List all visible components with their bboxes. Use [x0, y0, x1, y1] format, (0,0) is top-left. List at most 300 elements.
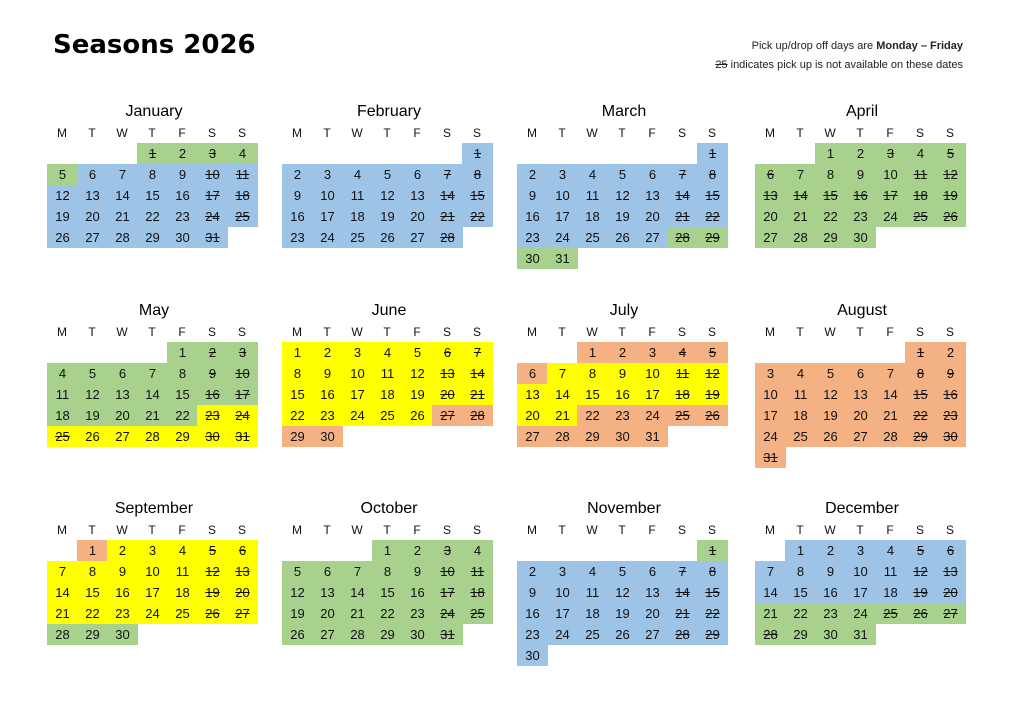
- day-cell: 25: [342, 227, 373, 248]
- month-january: [47, 101, 261, 245]
- weekday-label: F: [648, 126, 656, 140]
- day-cell: 28: [462, 405, 493, 426]
- weekday-header: [47, 520, 261, 540]
- day-cell: 20: [77, 206, 108, 227]
- day-cell: 19: [77, 405, 108, 426]
- day-cell: 10: [637, 363, 668, 384]
- day-cell: 16: [167, 185, 198, 206]
- weekday-label: M: [527, 523, 537, 537]
- day-cell: 2: [935, 342, 966, 363]
- day-cell: 12: [607, 185, 638, 206]
- weekday-label: S: [472, 126, 481, 140]
- day-cell: 9: [935, 363, 966, 384]
- day-cell: 23: [815, 603, 846, 624]
- day-cell: 24: [342, 405, 373, 426]
- weekday-label: T: [558, 126, 566, 140]
- pickup-days-text: Pick up/drop off days are: [751, 40, 877, 52]
- day-cell: 15: [137, 185, 168, 206]
- day-cell: 25: [227, 206, 258, 227]
- day-cell: 9: [402, 561, 433, 582]
- weekday-label: F: [886, 126, 894, 140]
- day-cell: 28: [755, 624, 786, 645]
- pickup-days-range: Monday – Friday: [876, 40, 963, 52]
- day-cell: 28: [785, 227, 816, 248]
- day-cell: 22: [697, 603, 728, 624]
- day-cell: 23: [197, 405, 228, 426]
- weekday-label: W: [351, 126, 363, 140]
- day-cell: 26: [77, 426, 108, 447]
- weekday-label: S: [707, 523, 716, 537]
- day-cell: 5: [77, 363, 108, 384]
- day-cell: 9: [845, 164, 876, 185]
- day-cell: 18: [875, 582, 906, 603]
- weekday-label: W: [116, 325, 128, 339]
- day-cell: 28: [875, 426, 906, 447]
- day-cell: 2: [845, 143, 876, 164]
- day-cell: 6: [432, 342, 463, 363]
- day-cell: 16: [935, 384, 966, 405]
- day-cell: 12: [372, 185, 403, 206]
- day-cell: 3: [547, 561, 578, 582]
- day-cell: 3: [755, 363, 786, 384]
- month-name: April: [845, 103, 878, 120]
- day-cell: 23: [935, 405, 966, 426]
- day-cell: 3: [637, 342, 668, 363]
- day-cell: 29: [372, 624, 403, 645]
- day-cell: 31: [227, 426, 258, 447]
- legend-notes: [715, 37, 963, 75]
- day-cell: 12: [607, 582, 638, 603]
- day-cell: 22: [137, 206, 168, 227]
- weekday-label: T: [618, 523, 626, 537]
- day-cell: 23: [517, 227, 548, 248]
- day-cell: 18: [167, 582, 198, 603]
- day-cell: 4: [785, 363, 816, 384]
- day-cell: 17: [875, 185, 906, 206]
- month-august: [755, 300, 969, 465]
- day-cell: 17: [547, 603, 578, 624]
- day-cell: 2: [517, 164, 548, 185]
- day-cell: 7: [107, 164, 138, 185]
- month-november: [517, 498, 731, 663]
- day-cell: 30: [845, 227, 876, 248]
- day-cell: 5: [372, 164, 403, 185]
- day-cell: 8: [697, 164, 728, 185]
- day-cell: 6: [637, 561, 668, 582]
- weekday-label: F: [178, 126, 186, 140]
- day-cell: 2: [517, 561, 548, 582]
- day-cell: 17: [845, 582, 876, 603]
- day-cell: 1: [815, 143, 846, 164]
- day-cell: 26: [697, 405, 728, 426]
- day-cell: 8: [462, 164, 493, 185]
- weekday-label: W: [351, 325, 363, 339]
- day-cell: 4: [577, 561, 608, 582]
- day-cell: 12: [935, 164, 966, 185]
- day-cell: 12: [697, 363, 728, 384]
- day-cell: 2: [815, 540, 846, 561]
- weekday-label: F: [648, 523, 656, 537]
- day-cell: 6: [402, 164, 433, 185]
- day-cell: 4: [167, 540, 198, 561]
- day-cell: 11: [667, 363, 698, 384]
- day-cell: 29: [167, 426, 198, 447]
- day-cell: 30: [312, 426, 343, 447]
- day-cell: 19: [282, 603, 313, 624]
- weekday-label: S: [677, 126, 686, 140]
- day-cell: 27: [312, 624, 343, 645]
- day-cell: 25: [905, 206, 936, 227]
- day-cell: 8: [137, 164, 168, 185]
- weekday-header: [755, 123, 969, 143]
- weekday-label: S: [237, 523, 246, 537]
- weekday-label: M: [527, 126, 537, 140]
- day-cell: 5: [607, 561, 638, 582]
- day-cell: 5: [815, 363, 846, 384]
- day-cell: 4: [372, 342, 403, 363]
- day-cell: 17: [755, 405, 786, 426]
- day-cell: 13: [77, 185, 108, 206]
- day-cell: 24: [875, 206, 906, 227]
- day-cell: 12: [197, 561, 228, 582]
- day-cell: 2: [107, 540, 138, 561]
- weekday-label: M: [57, 325, 67, 339]
- day-cell: 26: [607, 624, 638, 645]
- weekday-label: T: [323, 126, 331, 140]
- weekday-label: T: [88, 126, 96, 140]
- weekday-label: W: [116, 523, 128, 537]
- day-cell: 7: [432, 164, 463, 185]
- day-cell: 28: [342, 624, 373, 645]
- day-cell: 26: [47, 227, 78, 248]
- day-cell: 28: [547, 426, 578, 447]
- day-cell: 16: [107, 582, 138, 603]
- day-cell: 25: [577, 624, 608, 645]
- day-cell: 1: [785, 540, 816, 561]
- day-cell: 2: [282, 164, 313, 185]
- day-cell: 25: [372, 405, 403, 426]
- day-cell: 21: [755, 603, 786, 624]
- day-cell: 15: [167, 384, 198, 405]
- day-cell: 18: [577, 206, 608, 227]
- day-cell: 21: [547, 405, 578, 426]
- weekday-label: S: [915, 126, 924, 140]
- day-cell: 23: [517, 624, 548, 645]
- day-cell: 6: [517, 363, 548, 384]
- day-cell: 18: [47, 405, 78, 426]
- weekday-label: S: [442, 126, 451, 140]
- day-cell: 19: [697, 384, 728, 405]
- day-cell: 26: [905, 603, 936, 624]
- day-cell: 30: [815, 624, 846, 645]
- weekday-label: T: [856, 325, 864, 339]
- weekday-label: T: [558, 325, 566, 339]
- day-cell: 5: [197, 540, 228, 561]
- day-cell: 17: [637, 384, 668, 405]
- day-cell: 6: [845, 363, 876, 384]
- day-cell: 15: [577, 384, 608, 405]
- day-cell: 15: [282, 384, 313, 405]
- month-name: November: [587, 500, 661, 517]
- day-cell: 10: [547, 185, 578, 206]
- day-cell: 14: [107, 185, 138, 206]
- day-cell: 13: [517, 384, 548, 405]
- day-cell: 31: [547, 248, 578, 269]
- month-april: [755, 101, 969, 245]
- weekday-header: [755, 322, 969, 342]
- weekday-header: [282, 322, 496, 342]
- day-cell: 10: [137, 561, 168, 582]
- day-cell: 27: [402, 227, 433, 248]
- day-cell: 26: [282, 624, 313, 645]
- day-cell: 12: [905, 561, 936, 582]
- day-cell: 29: [815, 227, 846, 248]
- day-cell: 7: [47, 561, 78, 582]
- unavailable-text: indicates pick up is not available on these dates: [727, 59, 963, 71]
- day-cell: 22: [372, 603, 403, 624]
- day-cell: 29: [785, 624, 816, 645]
- day-cell: 22: [815, 206, 846, 227]
- day-cell: 7: [785, 164, 816, 185]
- day-cell: 16: [517, 206, 548, 227]
- weekday-label: S: [237, 126, 246, 140]
- day-cell: 22: [577, 405, 608, 426]
- day-cell: 10: [755, 384, 786, 405]
- day-cell: 26: [402, 405, 433, 426]
- day-cell: 11: [227, 164, 258, 185]
- day-cell: 14: [875, 384, 906, 405]
- day-cell: 6: [637, 164, 668, 185]
- weekday-header: [282, 520, 496, 540]
- day-cell: 1: [577, 342, 608, 363]
- day-cell: 2: [197, 342, 228, 363]
- weekday-label: W: [586, 126, 598, 140]
- day-cell: 14: [342, 582, 373, 603]
- day-cell: 19: [905, 582, 936, 603]
- day-cell: 20: [637, 603, 668, 624]
- day-cell: 1: [905, 342, 936, 363]
- day-cell: 2: [402, 540, 433, 561]
- day-cell: 15: [77, 582, 108, 603]
- weekday-label: M: [292, 325, 302, 339]
- day-cell: 24: [547, 227, 578, 248]
- weekday-label: S: [472, 325, 481, 339]
- weekday-label: T: [148, 126, 156, 140]
- day-cell: 19: [815, 405, 846, 426]
- weekday-label: S: [207, 325, 216, 339]
- month-may: [47, 300, 261, 444]
- day-cell: 17: [432, 582, 463, 603]
- day-cell: 18: [905, 185, 936, 206]
- day-cell: 22: [167, 405, 198, 426]
- day-cell: 8: [167, 363, 198, 384]
- day-cell: 26: [815, 426, 846, 447]
- day-cell: 19: [607, 603, 638, 624]
- day-cell: 24: [547, 624, 578, 645]
- day-cell: 16: [312, 384, 343, 405]
- weekday-label: T: [88, 325, 96, 339]
- day-cell: 10: [197, 164, 228, 185]
- day-cell: 15: [905, 384, 936, 405]
- day-cell: 19: [402, 384, 433, 405]
- weekday-label: T: [796, 325, 804, 339]
- day-cell: 27: [227, 603, 258, 624]
- day-cell: 8: [785, 561, 816, 582]
- day-cell: 1: [77, 540, 108, 561]
- day-cell: 9: [197, 363, 228, 384]
- day-cell: 9: [517, 185, 548, 206]
- month-name: June: [371, 302, 407, 319]
- day-cell: 4: [577, 164, 608, 185]
- day-cell: 8: [697, 561, 728, 582]
- day-cell: 27: [517, 426, 548, 447]
- day-cell: 7: [342, 561, 373, 582]
- day-cell: 11: [47, 384, 78, 405]
- day-cell: 29: [77, 624, 108, 645]
- weekday-label: T: [618, 126, 626, 140]
- day-cell: 12: [402, 363, 433, 384]
- day-cell: 27: [637, 227, 668, 248]
- day-cell: 3: [227, 342, 258, 363]
- day-cell: 22: [697, 206, 728, 227]
- day-cell: 30: [107, 624, 138, 645]
- day-cell: 11: [167, 561, 198, 582]
- day-cell: 8: [77, 561, 108, 582]
- day-cell: 26: [197, 603, 228, 624]
- weekday-label: S: [207, 126, 216, 140]
- weekday-label: T: [323, 325, 331, 339]
- day-cell: 21: [342, 603, 373, 624]
- day-cell: 9: [107, 561, 138, 582]
- day-cell: 10: [547, 582, 578, 603]
- day-cell: 16: [282, 206, 313, 227]
- day-cell: 24: [637, 405, 668, 426]
- day-cell: 10: [845, 561, 876, 582]
- day-cell: 25: [667, 405, 698, 426]
- day-cell: 22: [462, 206, 493, 227]
- month-february: [282, 101, 496, 245]
- day-cell: 25: [167, 603, 198, 624]
- day-cell: 7: [547, 363, 578, 384]
- day-cell: 25: [577, 227, 608, 248]
- day-cell: 10: [432, 561, 463, 582]
- day-cell: 17: [312, 206, 343, 227]
- day-cell: 28: [107, 227, 138, 248]
- day-cell: 2: [607, 342, 638, 363]
- day-cell: 30: [935, 426, 966, 447]
- day-cell: 19: [47, 206, 78, 227]
- weekday-label: M: [292, 126, 302, 140]
- day-cell: 11: [875, 561, 906, 582]
- day-cell: 31: [845, 624, 876, 645]
- day-cell: 21: [107, 206, 138, 227]
- day-cell: 24: [845, 603, 876, 624]
- month-name: December: [825, 500, 899, 517]
- day-cell: 13: [755, 185, 786, 206]
- weekday-label: S: [945, 126, 954, 140]
- day-cell: 29: [577, 426, 608, 447]
- day-cell: 20: [107, 405, 138, 426]
- weekday-label: T: [558, 523, 566, 537]
- day-cell: 14: [547, 384, 578, 405]
- day-cell: 23: [607, 405, 638, 426]
- day-cell: 20: [935, 582, 966, 603]
- day-cell: 13: [935, 561, 966, 582]
- month-name: January: [125, 103, 183, 120]
- weekday-label: T: [796, 523, 804, 537]
- day-cell: 29: [697, 227, 728, 248]
- weekday-label: S: [707, 325, 716, 339]
- day-cell: 5: [47, 164, 78, 185]
- day-cell: 3: [875, 143, 906, 164]
- weekday-label: M: [527, 325, 537, 339]
- day-cell: 10: [312, 185, 343, 206]
- day-cell: 19: [935, 185, 966, 206]
- day-cell: 13: [845, 384, 876, 405]
- day-cell: 8: [372, 561, 403, 582]
- day-cell: 20: [637, 206, 668, 227]
- month-july: [517, 300, 731, 444]
- day-cell: 24: [197, 206, 228, 227]
- day-cell: 8: [577, 363, 608, 384]
- day-cell: 1: [282, 342, 313, 363]
- day-cell: 6: [77, 164, 108, 185]
- month-name: October: [360, 500, 418, 517]
- day-cell: 18: [227, 185, 258, 206]
- weekday-label: S: [237, 325, 246, 339]
- day-cell: 15: [785, 582, 816, 603]
- day-cell: 13: [227, 561, 258, 582]
- day-cell: 21: [432, 206, 463, 227]
- day-cell: 15: [372, 582, 403, 603]
- weekday-label: F: [413, 523, 421, 537]
- day-cell: 3: [547, 164, 578, 185]
- month-june: [282, 300, 496, 444]
- day-cell: 4: [667, 342, 698, 363]
- day-cell: 11: [342, 185, 373, 206]
- day-cell: 27: [77, 227, 108, 248]
- day-cell: 16: [517, 603, 548, 624]
- day-cell: 9: [517, 582, 548, 603]
- weekday-label: S: [472, 523, 481, 537]
- day-cell: 31: [637, 426, 668, 447]
- day-cell: 25: [462, 603, 493, 624]
- day-cell: 30: [607, 426, 638, 447]
- month-name: August: [837, 302, 887, 319]
- weekday-label: S: [677, 523, 686, 537]
- day-cell: 20: [312, 603, 343, 624]
- day-cell: 13: [312, 582, 343, 603]
- month-name: May: [138, 302, 170, 319]
- weekday-label: F: [886, 325, 894, 339]
- weekday-label: S: [707, 126, 716, 140]
- day-cell: 3: [845, 540, 876, 561]
- day-cell: 2: [167, 143, 198, 164]
- weekday-header: [47, 123, 261, 143]
- day-cell: 2: [312, 342, 343, 363]
- day-cell: 11: [372, 363, 403, 384]
- day-cell: 4: [227, 143, 258, 164]
- weekday-label: S: [945, 523, 954, 537]
- day-cell: 7: [137, 363, 168, 384]
- weekday-label: M: [57, 126, 67, 140]
- day-cell: 6: [312, 561, 343, 582]
- weekday-label: T: [383, 523, 391, 537]
- day-cell: 16: [845, 185, 876, 206]
- day-cell: 17: [197, 185, 228, 206]
- day-cell: 8: [815, 164, 846, 185]
- day-cell: 13: [637, 185, 668, 206]
